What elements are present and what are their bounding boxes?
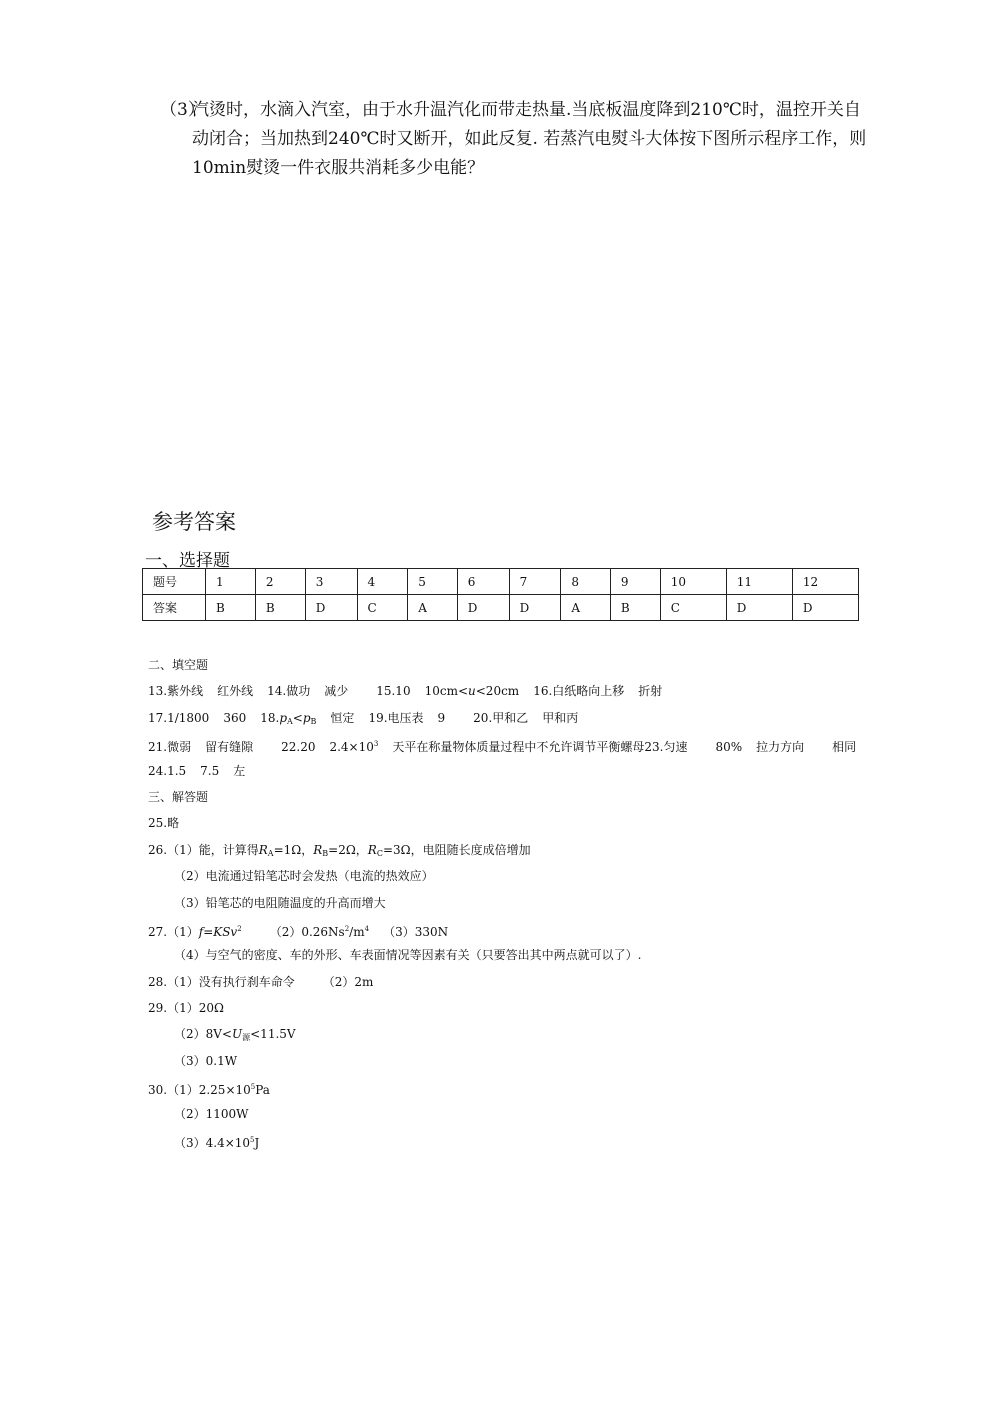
fill-line-13-16: [148, 678, 856, 704]
answer-text: 红外线: [217, 684, 254, 699]
subscript: B: [310, 716, 317, 726]
choice-answer-table: [142, 568, 859, 621]
fill-line-24: [148, 758, 856, 784]
table-cell: 6: [457, 569, 509, 595]
answer-text: 左: [233, 763, 246, 778]
section-solve-title: 三、解答题: [148, 789, 209, 804]
answer-text: 恒定: [330, 710, 355, 725]
table-cell: 12: [792, 569, 858, 595]
table-cell: 10: [660, 569, 726, 595]
table-cell: 7: [509, 569, 561, 595]
answer-text: 80%: [715, 740, 743, 755]
answer-text: 28.（1）没有执行刹车命令: [148, 974, 295, 989]
answer-text: <20cm: [475, 684, 520, 699]
answer-text: 减少: [324, 684, 349, 699]
answer-text: u: [468, 684, 476, 699]
answer-text: R: [367, 842, 377, 857]
answer-30-1: [148, 1074, 856, 1100]
answer-text: 23.匀速: [644, 740, 688, 755]
answers-title: 参考答案: [152, 510, 236, 534]
answer-text: 10cm<: [424, 684, 469, 699]
answer-30-2: （2）1100W: [174, 1106, 249, 1121]
answer-text: 14.做功: [267, 684, 311, 699]
answer-text: 30.（1）2.25×10: [148, 1083, 251, 1098]
table-cell: D: [457, 595, 509, 621]
table-cell: D: [509, 595, 561, 621]
superscript: 2: [237, 924, 242, 933]
table-cell: B: [255, 595, 305, 621]
answer-text: KSv: [213, 924, 238, 939]
table-cell: A: [408, 595, 457, 621]
answer-text: <: [292, 710, 303, 725]
table-cell: 3: [305, 569, 357, 595]
answer-text: 拉力方向: [756, 740, 805, 755]
table-cell: D: [726, 595, 792, 621]
answer-text: 360: [223, 710, 247, 725]
table-cell: 9: [610, 569, 660, 595]
answer-text: 21.微弱: [148, 740, 192, 755]
subscript: C: [376, 848, 383, 858]
answer-text: p: [302, 710, 311, 725]
answer-text: 相同: [832, 740, 857, 755]
row-label: 题号: [143, 569, 206, 595]
answer-text: Pa: [255, 1083, 270, 1098]
answer-text: =3Ω，电阻随长度成倍增加: [382, 842, 531, 857]
superscript: 5: [250, 1136, 255, 1145]
answer-text: =: [203, 924, 214, 939]
answer-28: [148, 969, 856, 995]
superscript: 3: [373, 740, 379, 749]
answer-30-3: [148, 1127, 856, 1153]
table-cell: 11: [726, 569, 792, 595]
answer-29-2: [148, 1021, 856, 1047]
table-cell: 4: [357, 569, 408, 595]
subscript: B: [322, 848, 329, 858]
answer-text: /m: [349, 924, 365, 939]
table-cell: 2: [255, 569, 305, 595]
answer-text: 甲和丙: [542, 710, 579, 725]
answer-text: 天平在称量物体质量过程中不允许调节平衡螺母: [392, 740, 645, 755]
answer-text: 折射: [638, 684, 663, 699]
table-row-answers: [143, 595, 859, 621]
fill-line-17-20: [148, 705, 856, 731]
answer-text: R: [313, 842, 323, 857]
table-cell: 5: [408, 569, 457, 595]
answer-27-1-3: [148, 916, 856, 942]
answer-text: 17.1/1800: [148, 710, 210, 725]
answer-text: =1Ω，: [273, 842, 314, 857]
fill-line-21-23: [148, 731, 856, 757]
answer-text: 26.（1）能，计算得: [148, 842, 259, 857]
superscript: 4: [364, 924, 370, 933]
answer-25: 25.略: [148, 816, 180, 831]
answer-lines: [148, 652, 856, 1153]
table-cell: D: [792, 595, 858, 621]
answer-text: （2）8V<: [174, 1027, 232, 1042]
answer-text: =2Ω，: [328, 842, 368, 857]
answer-text: （3）4.4×10: [174, 1136, 251, 1151]
answer-26-3: （3）铅笔芯的电阻随温度的升高而增大: [174, 895, 386, 910]
answer-text: 9: [437, 710, 446, 725]
answer-27-4: （4）与空气的密度、车的外形、车表面情况等因素有关（只要答出其中两点就可以了）.: [174, 948, 642, 963]
table-row-numbers: [143, 569, 859, 595]
table-cell: C: [660, 595, 726, 621]
table-cell: C: [357, 595, 408, 621]
answer-text: U: [232, 1027, 243, 1042]
answer-text: p: [279, 710, 287, 725]
answer-text: 18.: [260, 710, 280, 725]
answer-text: 13.紫外线: [148, 684, 204, 699]
table-cell: 8: [561, 569, 610, 595]
table-cell: 1: [206, 569, 256, 595]
table-cell: A: [561, 595, 610, 621]
answer-text: f: [198, 924, 204, 939]
answer-text: （3）330N: [383, 924, 449, 939]
section-choice-title: 一、选择题: [145, 551, 230, 571]
superscript: 5: [250, 1083, 256, 1092]
answer-29-1: 29.（1）20Ω: [148, 1001, 224, 1016]
superscript: 2: [344, 924, 350, 933]
answer-text: （2）0.26Ns: [269, 924, 345, 939]
answer-text: 27.（1）: [148, 924, 199, 939]
answer-29-3: （3）0.1W: [174, 1053, 238, 1068]
table-cell: D: [305, 595, 357, 621]
answer-text: <11.5V: [250, 1027, 296, 1042]
answer-text: 22.20: [281, 740, 316, 755]
answer-text: 15.10: [376, 684, 411, 699]
table-cell: B: [610, 595, 660, 621]
answer-text: R: [258, 842, 268, 857]
answer-text: J: [254, 1136, 260, 1151]
answer-text: 20.甲和乙: [473, 710, 529, 725]
answer-text: 留有缝隙: [205, 740, 254, 755]
answer-text: 24.1.5: [148, 763, 187, 778]
question-text: 汽烫时，水滴入汽室，由于水升温汽化而带走热量.当底板温度降到210℃时，温控开关自动闭合；当加热到240℃时又断开，如此反复. 若蒸汽电熨斗大体按下图所示程序工作，则10min熨烫一件衣服共消耗多少电能？: [192, 100, 867, 178]
subscript: 源: [242, 1033, 251, 1043]
answer-text: （2）2m: [322, 974, 374, 989]
section-fill-title: 二、填空题: [148, 658, 209, 672]
table-cell: B: [206, 595, 256, 621]
answer-text: 2.4×10: [329, 740, 374, 755]
subscript: A: [287, 716, 293, 726]
answer-text: 19.电压表: [368, 710, 424, 725]
answer-text: 7.5: [200, 763, 220, 778]
question-number: （3）: [160, 100, 205, 120]
answer-26-2: （2）电流通过铅笔芯时会发热（电流的热效应）: [174, 869, 434, 884]
answer-text: 16.白纸略向上移: [533, 684, 625, 699]
row-label: 答案: [143, 595, 206, 621]
question-3: [160, 96, 870, 183]
answer-26-1: [148, 837, 856, 863]
subscript: A: [267, 848, 274, 858]
